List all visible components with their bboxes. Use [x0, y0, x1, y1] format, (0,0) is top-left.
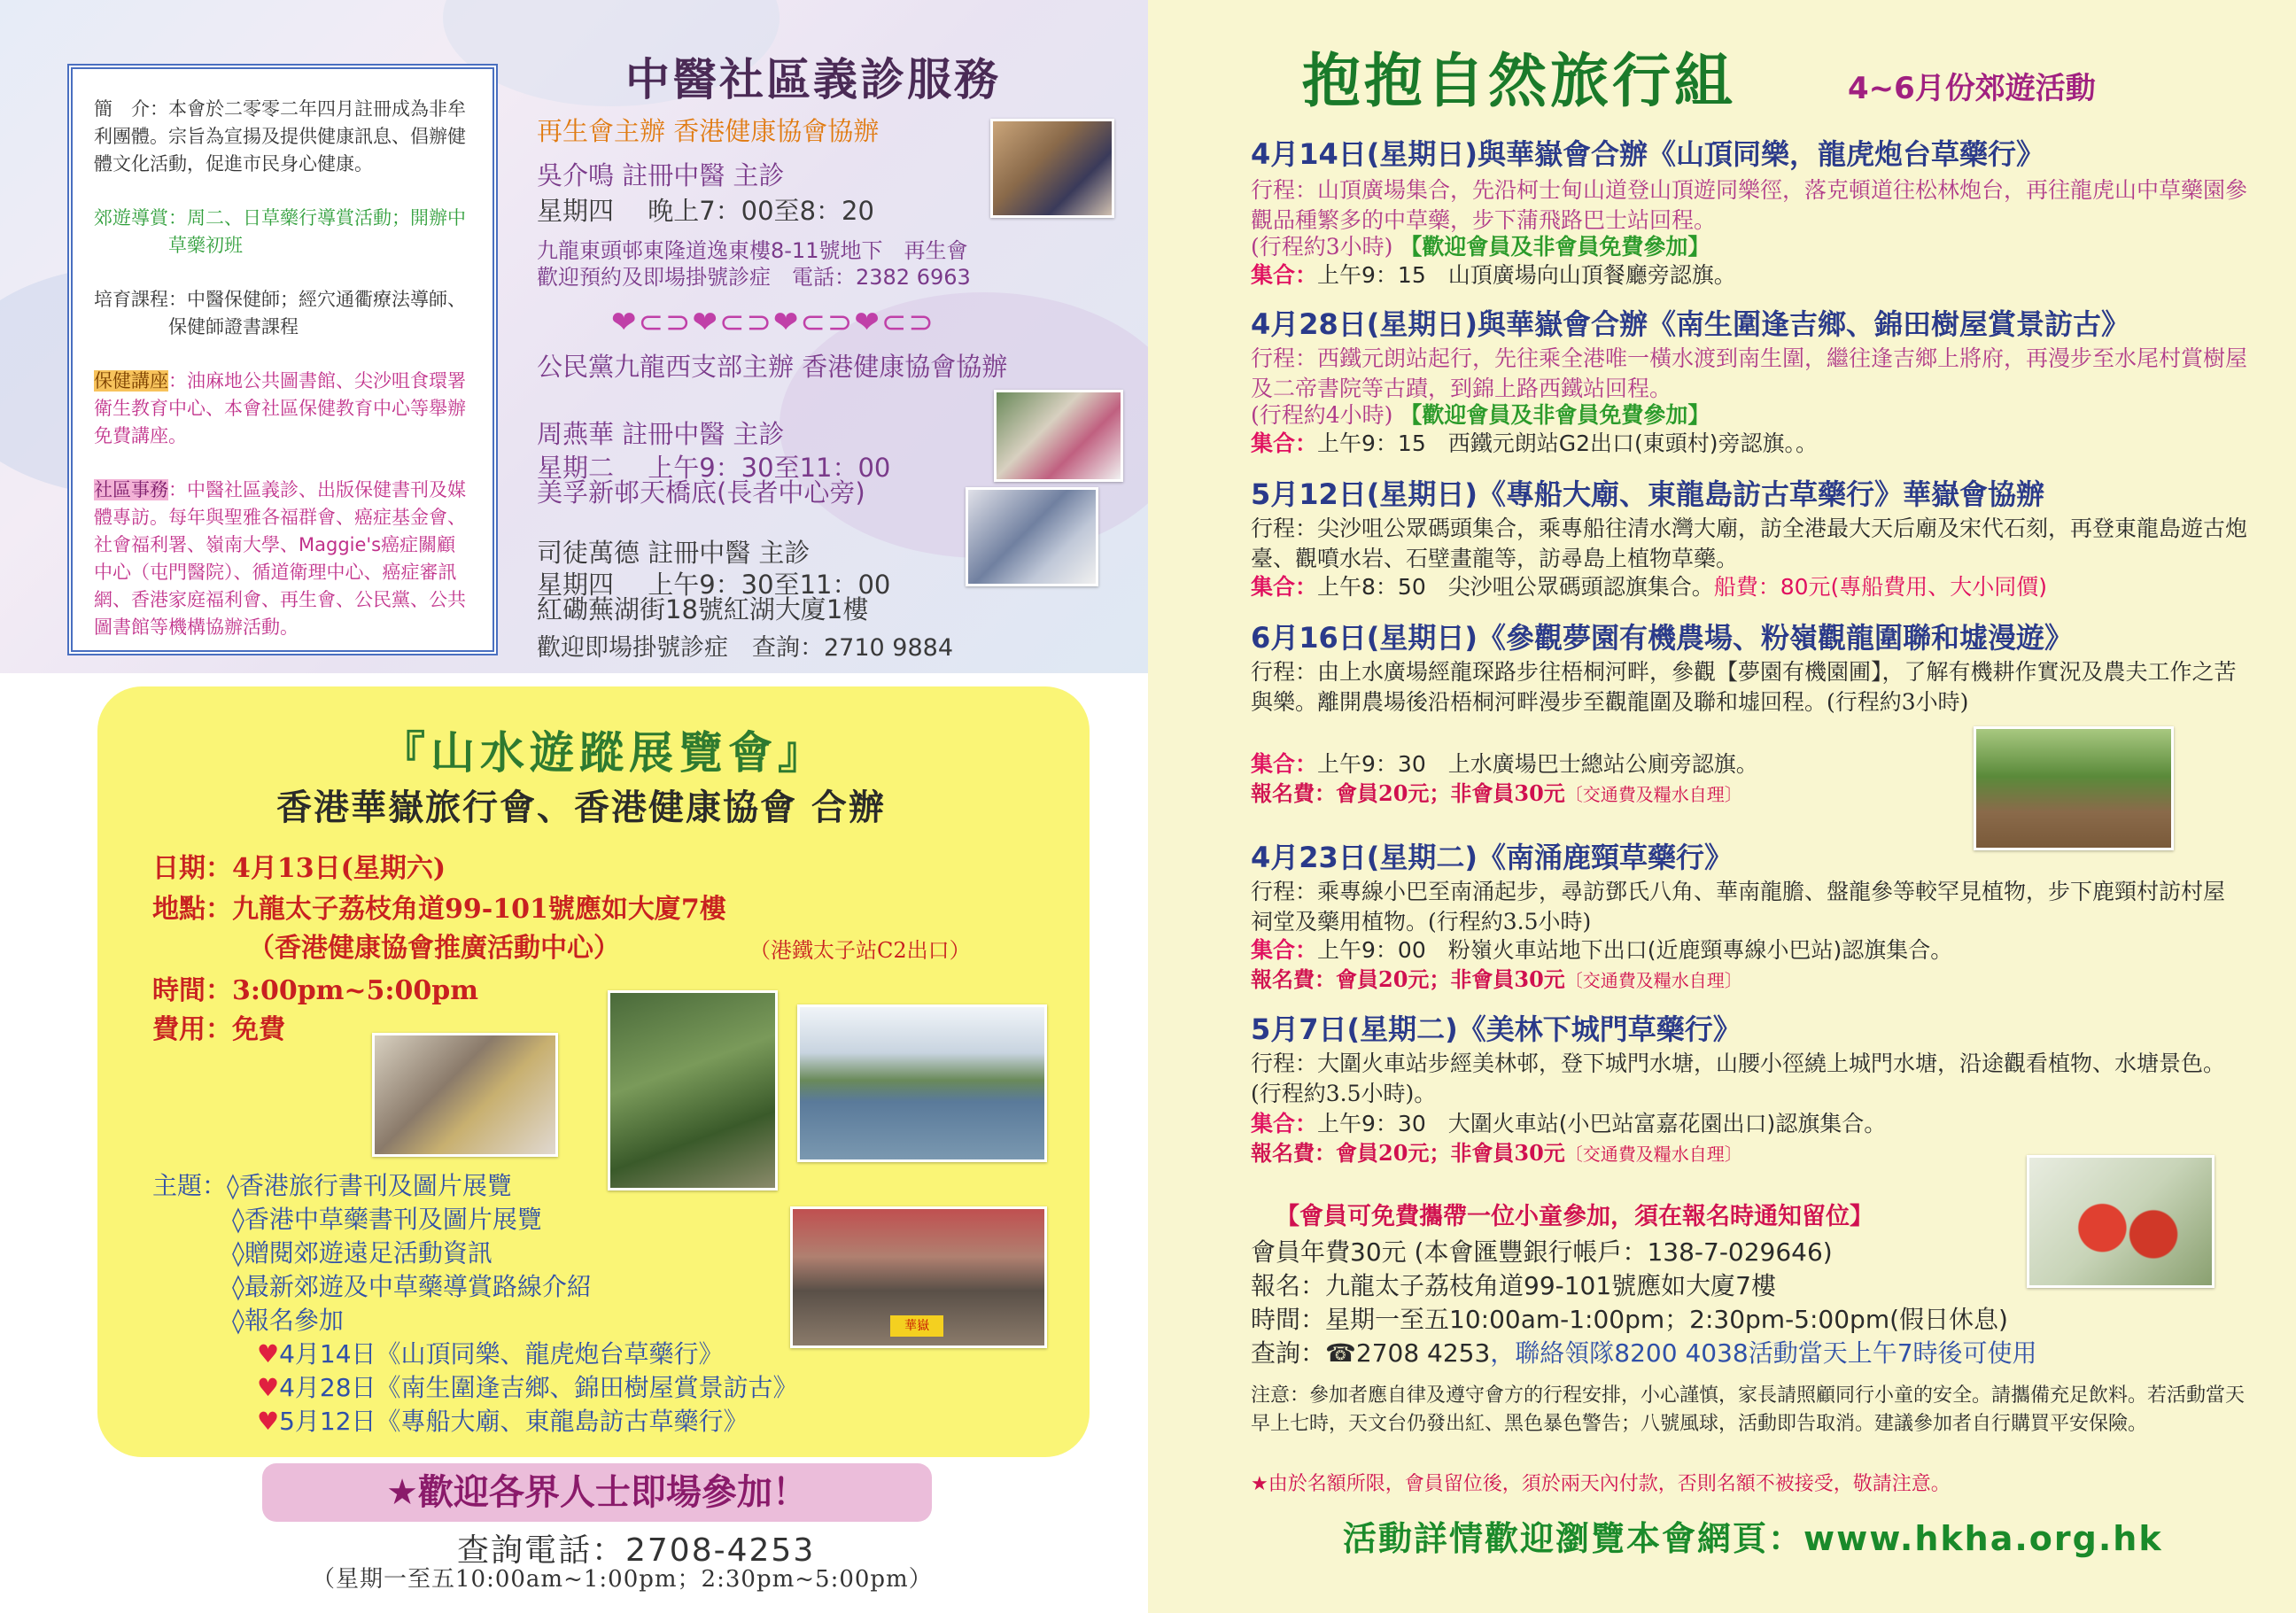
enquiry-phone: 查詢電話：2708-4253: [457, 1532, 816, 1569]
trip-1-gather: 集合：上午9：15 山頂廣場向山頂餐廳旁認旗。: [1251, 262, 1736, 288]
clinic-doc1-name: 吳介鳴 註冊中醫 主診: [537, 160, 785, 190]
clinic-doc2-addr: 美孚新邨天橋底(長者中心旁): [537, 477, 865, 508]
clinic-photo-3: [966, 487, 1098, 586]
expo-theme-5: ◊報名參加: [232, 1306, 344, 1335]
expo-theme-3: ◊贈閱郊遊遠足活動資訊: [232, 1238, 493, 1268]
expo-theme-4: ◊最新郊遊及中草藥導賞路線介紹: [232, 1272, 592, 1301]
trip-6-head: 5月7日(星期二)《美林下城門草藥行》: [1251, 1012, 1741, 1046]
heart-icon: ♥: [257, 1339, 280, 1369]
training-text: ：中醫保健師；經穴通衢療法導師、保健師證書課程: [168, 289, 466, 337]
trip-5-head: 4月23日(星期二)《南涌鹿頸草藥行》: [1251, 841, 1734, 874]
training-label: 培育課程: [94, 289, 168, 310]
trip-1-head: 4月14日(星期日)與華嶽會合辦《山頂同樂，龍虎炮台草藥行》: [1251, 137, 2045, 171]
expo-subtitle: 香港華嶽旅行會、香港健康協會 合辦: [276, 787, 886, 828]
community-label: 社區事務: [94, 479, 168, 500]
trip-3-head: 5月12日(星期日)《專船大廟、東龍島訪古草藥行》華嶽會協辦: [1251, 477, 2045, 511]
expo-title: 『山水遊蹤展覽會』: [381, 727, 827, 779]
fruit-photo: [2027, 1155, 2215, 1288]
member-note: 【會員可免費攜帶一位小童參加，須在報名時通知留位】: [1276, 1203, 1873, 1230]
office-time: 時間：星期一至五10:00am-1:00pm；2:30pm-5:00pm(假日休息): [1251, 1305, 2008, 1334]
register-address: 報名：九龍太子荔枝角道99-101號應如大廈7樓: [1251, 1271, 1776, 1300]
expo-photo-2: [608, 990, 778, 1190]
trip-4-gather: 集合：上午9：30 上水廣場巴士總站公廁旁認旗。: [1251, 751, 1758, 777]
intro-community: [94, 477, 473, 641]
clinic-doc1-note: 歡迎預約及即場掛號診症 電話：2382 6963: [537, 265, 971, 290]
expo-heart-item-3: ♥5月12日《專船大廟、東龍島訪古草藥行》: [257, 1407, 749, 1436]
clinic-org1: 再生會主辦 香港健康協會協辦: [537, 116, 880, 146]
intro-lecture: [94, 368, 473, 450]
trip-4-head: 6月16日(星期日)《參觀夢園有機農場、粉嶺觀龍圍聯和墟漫遊》: [1251, 621, 2074, 655]
expo-theme-2: ◊香港中草藥書刊及圖片展覽: [232, 1205, 542, 1234]
trip-5-body: 行程：乘專線小巴至南涌起步，尋訪鄧氏八角、華南龍膽、盤龍參等較罕見植物，步下鹿頸村訪村屋祠堂及藥用植物。(行程約3.5小時): [1251, 879, 2226, 934]
expo-photo-3: [797, 1004, 1047, 1162]
website-line: 活動詳情歡迎瀏覽本會網頁：www.hkha.org.hk: [1343, 1519, 2163, 1558]
outing-text: ：周二、日草藥行導賞活動；開辦中草藥初班: [168, 207, 466, 256]
trip-4-photo: [1974, 726, 2174, 850]
clinic-doc3-name: 司徒萬德 註冊中醫 主診: [537, 538, 811, 568]
expo-photo-4: [790, 1206, 1047, 1348]
expo-heart-item-1: ♥4月14日《山頂同樂、龍虎炮台草藥行》: [257, 1339, 724, 1369]
trip-3-gather: 集合：上午8：50 尖沙咀公眾碼頭認旗集合。船費：80元(專船費用、大小同價): [1251, 574, 2048, 600]
clinic-photo-1: [990, 119, 1114, 218]
heart-icon: ♥: [257, 1373, 280, 1402]
clinic-doc1-addr: 九龍東頭邨東隆道逸東樓8-11號地下 再生會: [537, 238, 968, 263]
intro-outing: [94, 205, 473, 260]
clinic-doc3-note: 歡迎即場掛號診症 查詢：2710 9884: [537, 634, 954, 662]
annual-fee: 會員年費30元 (本會匯豐銀行帳戶：138-7-029646): [1251, 1237, 1833, 1267]
expo-venue2: （香港健康協會推廣活動中心）: [248, 933, 620, 964]
clinic-doc2-name: 周燕華 註冊中醫 主診: [537, 419, 785, 449]
intro-training: [94, 286, 473, 341]
clinic-photo-2: [994, 390, 1123, 482]
outing-label: 郊遊導賞: [94, 207, 168, 229]
expo-time: 時間：3:00pm~5:00pm: [152, 975, 478, 1006]
hearts-divider: ❤⊂⊃❤⊂⊃❤⊂⊃❤⊂⊃: [611, 305, 935, 340]
expo-fee: 費用：免費: [152, 1014, 285, 1045]
clinic-doc3-time: 星期四 上午9：30至11：00: [537, 570, 891, 600]
lecture-text: ：油麻地公共圖書館、尖沙咀食環署衛生教育中心、本會社區保健教育中心等舉辦免費講座。: [94, 370, 466, 446]
clinic-org2: 公民黨九龍西支部主辦 香港健康協會協辦: [537, 352, 1008, 382]
expo-venue: 地點：九龍太子荔枝角道99-101號應如大廈7樓: [152, 894, 726, 925]
trip-2-head: 4月28日(星期日)與華嶽會合辦《南生圍逢吉鄉、錦田樹屋賞景訪古》: [1251, 307, 2130, 341]
trip-6-fee: 報名費：會員20元；非會員30元〔交通費及糧水自理〕: [1251, 1140, 1742, 1166]
trip-2-gather: 集合：上午9：15 西鐵元朗站G2出口(東頭村)旁認旗。。: [1251, 430, 1819, 456]
trip-1-body: 行程：山頂廣場集合，先沿柯士甸山道登山頂遊同樂徑，落克頓道往松林炮台，再往龍虎山中草藥園參觀品種繁多的中草藥，步下蒲飛路巴士站回程。: [1251, 177, 2248, 233]
expo-heart-item-2: ♥4月28日《南生圍逢吉鄉、錦田樹屋賞景訪古》: [257, 1373, 798, 1402]
trip-5-fee: 報名費：會員20元；非會員30元〔交通費及糧水自理〕: [1251, 966, 1742, 992]
trip-2-duration: (行程約4小時) 【歡迎會員及非會員免費參加】: [1251, 402, 1710, 428]
trip-6-body: 行程：大圍火車站步經美林邨，登下城門水塘，山腰小徑繞上城門水塘，沿途觀看植物、水塘景色。(行程約3.5小時)。: [1251, 1051, 2226, 1106]
trip-5-gather: 集合：上午9：00 粉嶺火車站地下出口(近鹿頸專線小巴站)認旗集合。: [1251, 937, 1953, 963]
enquiry-hours: （星期一至五10:00am~1:00pm；2:30pm~5:00pm）: [312, 1566, 933, 1593]
expo-theme-1: 主題：◊香港旅行書刊及圖片展覽: [152, 1171, 512, 1200]
expo-date: 日期：4月13日(星期六): [152, 853, 446, 884]
enquiry-line: 查詢：☎2708 4253，聯絡領隊8200 4038活動當天上午7時後可使用: [1251, 1338, 2037, 1368]
trip-3-body: 行程：尖沙咀公眾碼頭集合，乘專船往清水灣大廟，訪全港最大天后廟及宋代石刻，再登東龍島遊古炮臺、觀噴水岩、石壁畫龍等，訪尋島上植物草藥。: [1251, 516, 2248, 571]
heart-icon: ♥: [257, 1407, 280, 1436]
quota-note: ★由於名額所限，會員留位後，須於兩天內付款，否則名額不被接受，敬請注意。: [1251, 1473, 1951, 1495]
trip-subtitle: 4~6月份郊遊活動: [1848, 71, 2096, 106]
intro-box: [67, 64, 498, 655]
clinic-doc3-addr: 紅磡蕪湖街18號紅湖大廈1樓: [537, 594, 869, 624]
trip-4-fee: 報名費：會員20元；非會員30元〔交通費及糧水自理〕: [1251, 780, 1742, 806]
banner-sign: 華嶽: [890, 1315, 943, 1337]
lecture-label: 保健講座: [94, 370, 168, 392]
clinic-doc1-time: 星期四 晚上7：00至8：20: [537, 196, 874, 226]
intro-about: 簡 介：本會於二零零二年四月註冊成為非牟利團體。宗旨為宣揚及提供健康訊息、倡辦健體文化活動，促進市民身心健康。: [94, 98, 466, 174]
expo-venue2-note: （港鐵太子站C2出口）: [749, 938, 971, 963]
clinic-title: 中醫社區義診服務: [625, 54, 1001, 105]
trip-title: 抱抱自然旅行組: [1302, 47, 1736, 115]
trip-4-body: 行程：由上水廣場經龍琛路步往梧桐河畔，參觀【夢園有機園圃】，了解有機耕作實況及農夫工作之苦與樂。離開農場後沿梧桐河畔漫步至觀龍圍及聯和墟回程。(行程約3小時): [1251, 659, 2237, 715]
trip-2-body: 行程：西鐵元朗站起行，先往乘全港唯一橫水渡到南生圍，繼往逢吉鄉上將府，再漫步至水尾村賞樹屋及二帝書院等古蹟，到錦上路西鐵站回程。: [1251, 345, 2248, 401]
clinic-doc2-time: 星期二 上午9：30至11：00: [537, 453, 891, 483]
community-text: ：中醫社區義診、出版保健書刊及媒體專訪。每年與聖雅各福群會、癌症基金會、社會福利署、嶺南大學、Maggie's癌症關顧中心（屯門醫院）、循道衛理中心、癌症審訊網、香港家庭福利會、再生會、公民黨、公共圖書館等機構協辦活動。: [94, 479, 466, 638]
notice: 注意：參加者應自律及遵守會方的行程安排，小心謹慎，家長請照顧同行小童的安全。請攜備充足飲料。若活動當天早上七時，天文台仍發出紅、黑色暴色警告；八號風球，活動即告取消。建議參加者自行購買平安保險。: [1251, 1384, 2246, 1435]
trip-6-gather: 集合：上午9：30 大圍火車站(小巴站富嘉花園出口)認旗集合。: [1251, 1111, 1887, 1136]
expo-photo-1: [372, 1033, 558, 1157]
trip-1-duration: (行程約3小時) 【歡迎會員及非會員免費參加】: [1251, 234, 1710, 260]
welcome-banner: ★歡迎各界人士即場參加！: [262, 1463, 932, 1522]
